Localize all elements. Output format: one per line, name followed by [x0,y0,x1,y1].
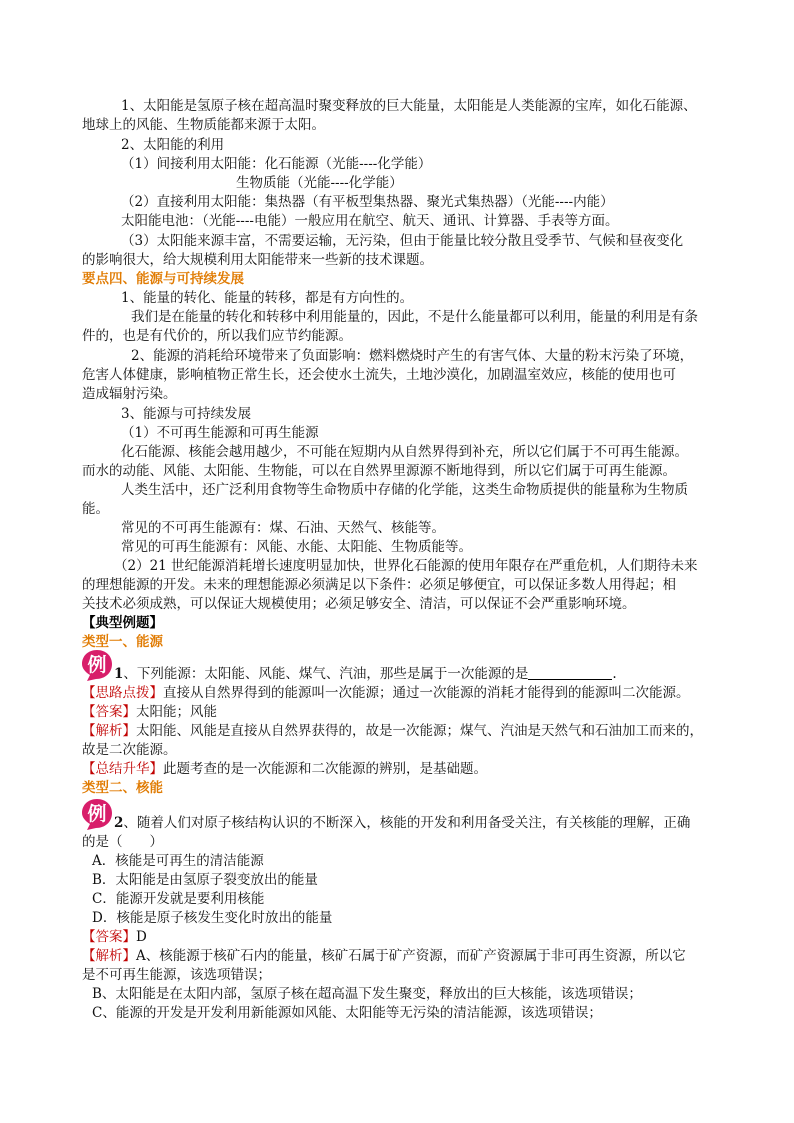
question-1-number: 1 [114,666,124,682]
type-two-heading: 类型二、核能 [82,780,163,796]
tag-hint: 【思路点拨】 [82,685,163,701]
example-badge-text: 例 [87,803,107,825]
para-solar-1: 1、太阳能是氢原子核在超高温时聚变释放的巨大能量，太阳能是人类能源的宝库，如化石能源、 [121,98,697,114]
para-bioenergy: 人类生活中，还广泛利用食物等生命物质中存储的化学能，这类生命物质提供的能量称为生物质 [121,482,688,498]
q1-analysis-text: 太阳能、风能是直接从自然界获得的，故是一次能源；煤气、汽油是天然气和石油加工而来的， [136,723,703,739]
q1-analysis-line [82,722,703,741]
tag-analysis: 【解析】 [82,948,136,964]
para-solar-use: 2、太阳能的利用 [121,137,225,153]
type-one-heading: 类型一、能源 [82,634,163,650]
q1-answer-line [82,703,217,722]
q1-summary-line [82,760,487,779]
para-solar-source-cont: 的影响很大，给大规模利用太阳能带来一些新的技术课题。 [82,252,433,268]
para-sustainable: 3、能源与可持续发展 [121,406,252,422]
question-1-end: . [612,666,617,682]
para-renewable-title: （1）不可再生能源和可再生能源 [121,425,319,441]
q2-analysis-line [82,947,686,966]
option-b: B．太阳能是由氢原子裂变放出的能量 [92,872,318,888]
question-2-number: 2 [114,815,124,831]
tag-answer: 【答案】 [82,929,136,945]
example-badge-icon [80,797,114,831]
para-21st-century: （2）21 世纪能源消耗增长速度明显加快，世界化石能源的使用年限存在严重危机，人们期待未来 [114,558,698,574]
typical-examples-heading: 【典型例题】 [82,615,163,631]
q2-analysis-c: C、能源的开发是开发利用新能源如风能、太阳能等无污染的清洁能源，该选项错误； [92,1005,602,1021]
example-badge-2 [80,797,114,831]
para-solar-cell: 太阳能电池：（光能----电能）一般应用在航空、航天、通讯、计算器、手表等方面。 [121,213,619,229]
question-2-text: 、随着人们对原子核结构认识的不断深入，核能的开发和利用备受关注，有关核能的理解，正确 [123,815,691,831]
question-2-cont: 的是（ ） [82,834,163,850]
para-nonrenewable: 化石能源、核能会越用越少，不可能在短期内从自然界得到补充，所以它们属于不可再生能源。 [121,444,688,460]
q2-analysis-b: B、太阳能是在太阳内部，氢原子核在超高温下发生聚变，释放出的巨大核能，该选项错误； [92,986,642,1002]
section-heading-4: 要点四、能源与可持续发展 [82,271,244,287]
q1-answer-text: 太阳能；风能 [136,704,217,720]
tag-analysis: 【解析】 [82,723,136,739]
para-biomass: 生物质能（光能----化学能） [236,175,403,191]
para-common-renewable: 常见的可再生能源有：风能、水能、太阳能、生物质能等。 [121,539,472,555]
q1-hint-line [82,684,690,703]
q1-hint-text: 直接从自然界得到的能源叫一次能源；通过一次能源的消耗才能得到的能源叫二次能源。 [163,685,690,701]
q1-analysis-cont: 故是二次能源。 [82,742,177,758]
example-badge-text: 例 [87,654,107,676]
option-d: D．核能是原子核发生变化时放出的能量 [92,910,333,926]
q2-answer-text: D [136,929,147,945]
para-direct-use: （2）直接利用太阳能：集热器（有平板型集热器、聚光式集热器）（光能----内能） [121,194,614,210]
para-environment: 2、能源的消耗给环境带来了负面影响：燃料燃烧时产生的有害气体、大量的粉末污染了环境， [131,348,694,364]
example-badge-icon [80,648,114,682]
para-21st-century-cont: 的理想能源的开发。未来的理想能源必须满足以下条件：必须足够便宜，可以保证多数人用得起；相 [82,577,676,593]
para-bioenergy-cont: 能。 [82,501,109,517]
tag-summary: 【总结升华】 [82,761,163,777]
para-environment-cont: 危害人体健康，影响植物正常生长，还会使水土流失，土地沙漠化，加剧温室效应，核能的使用也可 [82,367,676,383]
question-2 [114,814,690,833]
option-c: C．能源开发就是要利用核能 [92,891,265,907]
para-energy-use-cont: 件的，也是有代价的，所以我们应节约能源。 [82,328,352,344]
question-1 [114,665,617,684]
para-solar-source: （3）太阳能来源丰富，不需要运输，无污染，但由于能量比较分散且受季节、气候和昼夜变化 [121,233,684,249]
q2-analysis-text: A、核能源于核矿石内的能量，核矿石属于矿产资源，而矿产资源属于非可再生资源，所以它 [136,948,686,964]
para-environment-cont2: 造成辐射污染。 [82,386,177,402]
para-renewable: 而水的动能、风能、太阳能、生物能，可以在自然界里源源不断地得到，所以它们属于可再生能源。 [82,463,676,479]
para-21st-century-cont2: 关技术必须成熟，可以保证大规模使用；必须足够安全、清洁，可以保证不会严重影响环境。 [82,596,636,612]
para-indirect-use: （1）间接利用太阳能：化石能源（光能----化学能） [121,156,432,172]
q1-summary-text: 此题考查的是一次能源和二次能源的辨别，是基础题。 [163,761,487,777]
para-solar-1-cont: 地球上的风能、生物质能都来源于太阳。 [82,117,325,133]
para-common-nonrenewable: 常见的不可再生能源有：煤、石油、天然气、核能等。 [121,520,445,536]
para-energy-direction: 1、能量的转化、能量的转移，都是有方向性的。 [121,290,414,306]
question-1-text: 、下列能源：太阳能、风能、煤气、汽油，那些是属于一次能源的是 [123,666,529,682]
example-badge-1 [80,648,114,682]
tag-answer: 【答案】 [82,704,136,720]
q2-answer-line [82,928,147,947]
answer-blank [528,665,612,680]
q2-analysis-cont: 是不可再生能源，该选项错误； [82,967,271,983]
para-energy-use: 我们是在能量的转化和转移中利用能量的，因此，不是什么能量都可以利用，能量的利用是有条 [131,309,698,325]
option-a: A．核能是可再生的清洁能源 [92,853,264,869]
